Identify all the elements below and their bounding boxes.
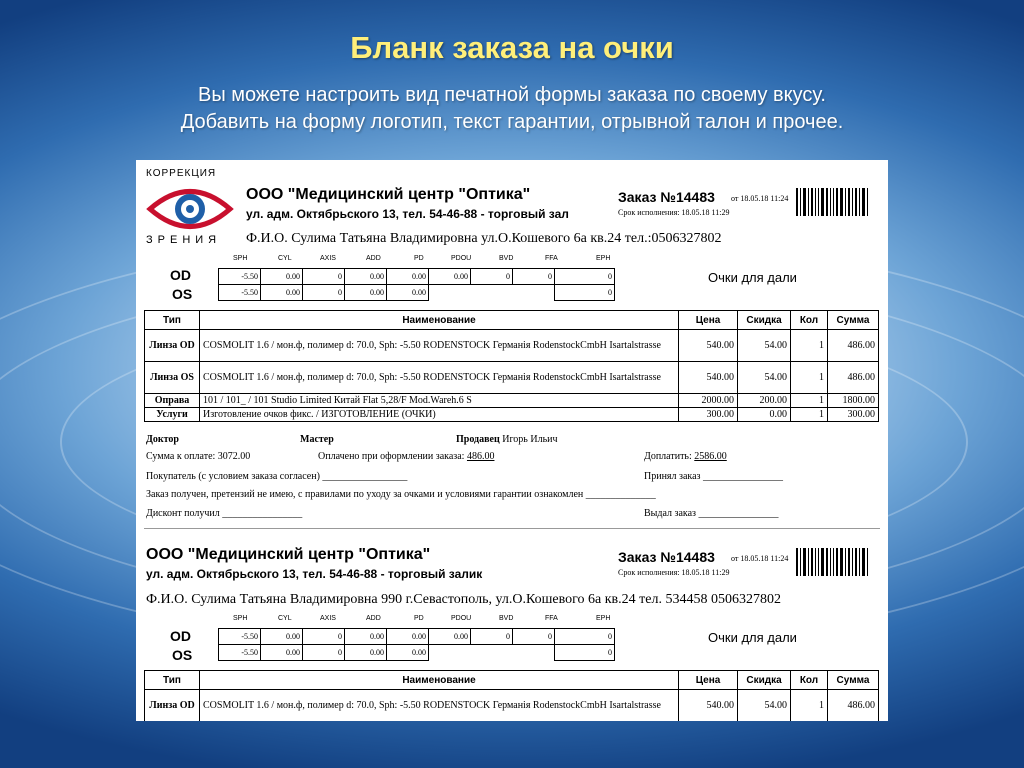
tear-off-divider [144,528,880,529]
rx-cell: -5.50 [219,629,261,645]
item-name: 101 / 101_ / 101 Studio Limited Китай Flat 5,28/F Mod.Wareh.6 S [200,394,679,408]
items-header-name: Наименование [200,671,679,690]
item-type: Линза OS [145,362,200,394]
item-sum: 486.00 [828,330,879,362]
rx-cell: 0.00 [261,629,303,645]
items-header-discount: Скидка [738,671,791,690]
table-row [145,394,879,408]
rx-header-cyl: CYL [278,255,292,262]
rx-cell: 0.00 [387,645,429,661]
paid-label: Оплачено при оформлении заказа: [318,451,465,462]
rx-header-pdou: PDOU [451,255,472,262]
seller-name: Игорь Ильич [502,434,558,445]
rx-row-od [219,269,615,285]
customer-info: Ф.И.О. Сулима Татьяна Владимировна ул.О.Кошевого 6а кв.24 тел.:0506327802 [246,231,722,246]
items-header-qty: Кол [791,671,828,690]
rx-cell [429,285,471,301]
item-type: Линза OD [145,690,200,722]
logo-text-bottom: ЗРЕНИЯ [146,234,222,246]
item-price: 300.00 [679,408,738,422]
rx-header-pd: PD [414,255,424,262]
paid-value: 486.00 [466,451,495,462]
item-qty: 1 [791,408,828,422]
rx-cell: 0 [555,269,615,285]
doctor-label: Доктор [146,434,179,445]
item-qty: 1 [791,394,828,408]
rx-cell: 0.00 [345,645,387,661]
items-header-type: Тип [145,311,200,330]
rx-od-label: OD [170,628,191,644]
rx-header-add: ADD [366,615,381,622]
rx-table [218,268,615,301]
rx-cell [471,285,513,301]
rx-table [218,628,615,661]
rx-header-sph: SPH [233,615,248,622]
rx-header-cyl: CYL [278,615,292,622]
table-row [145,362,879,394]
item-price: 540.00 [679,330,738,362]
rx-cell: 0.00 [345,629,387,645]
items-header-price: Цена [679,311,738,330]
item-type: Линза OD [145,330,200,362]
item-sum: 486.00 [828,362,879,394]
rx-cell: 0 [303,269,345,285]
items-header-sum: Сумма [828,311,879,330]
order-due-date: Срок исполнения: 18.05.18 11:29 [618,568,730,577]
seller-label: Продавец [456,434,500,445]
rx-header-axis: AXIS [320,615,336,622]
rx-row-od [219,629,615,645]
item-qty: 1 [791,330,828,362]
company-address: ул. адм. Октябрьского 13, тел. 54-46-88 - торговый залик [146,567,483,581]
rx-header-eph: EPH [596,615,611,622]
rx-header-pdou: PDOU [451,615,472,622]
issued-signature: Выдал заказ ________________ [644,508,779,519]
rx-cell [429,645,471,661]
item-type: Услуги [145,408,200,422]
received-signature: Заказ получен, претензий не имею, с правилами по уходу за очками и условиями гарантии ознакомлен ______________ [146,489,656,500]
item-sum: 1800.00 [828,394,879,408]
company-name: ООО "Медицинский центр "Оптика" [146,546,431,563]
rx-header-bvd: BVD [499,255,514,262]
rx-row-os [219,285,615,301]
rx-cell: 0 [555,629,615,645]
item-price: 2000.00 [679,394,738,408]
rx-cell: 0.00 [387,285,429,301]
rx-cell: 0.00 [261,285,303,301]
rx-os-label: OS [172,286,193,302]
discount-signature: Дисконт получил ________________ [146,508,303,519]
company-name: ООО "Медицинский центр "Оптика" [246,186,531,203]
rx-cell: 0.00 [261,269,303,285]
rx-cell: 0.00 [387,269,429,285]
slide-subtitle [0,82,1024,136]
rx-cell: 0.00 [387,629,429,645]
rx-cell: -5.50 [219,285,261,301]
glasses-type: Очки для дали [708,270,797,285]
item-qty: 1 [791,690,828,722]
items-header-sum: Сумма [828,671,879,690]
glasses-type: Очки для дали [708,630,797,645]
item-discount: 54.00 [738,330,791,362]
item-type: Оправа [145,394,200,408]
rx-row-os [219,645,615,661]
rx-cell: 0.00 [261,645,303,661]
item-discount: 54.00 [738,690,791,722]
rx-cell [513,645,555,661]
rx-cell: 0 [303,645,345,661]
rx-cell: 0.00 [345,285,387,301]
rx-cell: 0 [513,629,555,645]
rx-cell: -5.50 [219,645,261,661]
order-number: Заказ №14483 [618,189,715,205]
order-number: Заказ №14483 [618,549,715,565]
rx-cell: 0 [555,645,615,661]
rx-header-axis: AXIS [320,255,336,262]
item-price: 540.00 [679,362,738,394]
rx-header-pd: PD [414,615,424,622]
customer-info: Ф.И.О. Сулима Татьяна Владимировна 990 г.Севастополь, ул.О.Кошевого 6а кв.24 тел. 534458 0506327802 [146,592,781,607]
items-header-type: Тип [145,671,200,690]
order-date: от 18.05.18 11:24 [731,554,789,563]
buyer-signature: Покупатель (с условием заказа согласен) _________________ [146,471,408,482]
logo-text-top: КОРРЕКЦИЯ [146,168,217,179]
rx-cell: 0 [471,269,513,285]
items-header-discount: Скидка [738,311,791,330]
item-name: COSMOLIT 1.6 / мон.ф, полимер d: 70.0, Sph: -5.50 RODENSTOCK Германія RodenstockCmbH Isartalstrasse [200,330,679,362]
item-price: 540.00 [679,690,738,722]
rx-header-sph: SPH [233,255,248,262]
item-discount: 200.00 [738,394,791,408]
rx-cell [471,645,513,661]
item-discount: 54.00 [738,362,791,394]
rx-header-eph: EPH [596,255,611,262]
slide-title: Бланк заказа на очки [350,30,674,65]
master-label: Мастер [300,434,334,445]
item-qty: 1 [791,362,828,394]
items-header-row [145,311,879,330]
rx-cell: 0 [303,285,345,301]
items-header-qty: Кол [791,311,828,330]
extra-pay-label: Доплатить: [644,451,692,462]
rx-os-label: OS [172,647,193,663]
rx-cell: 0 [303,629,345,645]
rx-header-bvd: BVD [499,615,514,622]
rx-cell: 0.00 [429,269,471,285]
items-table [144,670,879,721]
logo [144,168,236,248]
items-header-row [145,671,879,690]
items-header-name: Наименование [200,311,679,330]
rx-cell: 0.00 [345,269,387,285]
rx-cell: 0 [513,269,555,285]
eye-logo-icon [144,182,236,236]
table-row [145,690,879,722]
order-form-sheet [136,160,888,721]
subtitle-line: Вы можете настроить вид печатной формы заказа по своему вкусу. [198,84,826,106]
item-name: COSMOLIT 1.6 / мон.ф, полимер d: 70.0, Sph: -5.50 RODENSTOCK Германія RodenstockCmbH Isartalstrasse [200,362,679,394]
rx-cell: -5.50 [219,269,261,285]
subtitle-line: Добавить на форму логотип, текст гарантии, отрывной талон и прочее. [180,111,844,133]
items-header-price: Цена [679,671,738,690]
company-address: ул. адм. Октябрьского 13, тел. 54-46-88 - торговый зал [246,207,569,221]
sum-to-pay: Сумма к оплате: 3072.00 [146,451,251,462]
table-row [145,330,879,362]
item-sum: 300.00 [828,408,879,422]
rx-cell: 0 [471,629,513,645]
item-name: Изготовление очков фикс. / ИЗГОТОВЛЕНИЕ (ОЧКИ) [200,408,679,422]
accepted-signature: Принял заказ ________________ [644,471,783,482]
order-due-date: Срок исполнения: 18.05.18 11:29 [618,208,730,217]
rx-cell: 0 [555,285,615,301]
rx-cell: 0.00 [429,629,471,645]
barcode [796,188,870,216]
item-sum: 486.00 [828,690,879,722]
item-name: COSMOLIT 1.6 / мон.ф, полимер d: 70.0, Sph: -5.50 RODENSTOCK Германія RodenstockCmbH Isartalstrasse [200,690,679,722]
rx-header-ffa: FFA [545,255,558,262]
rx-header-add: ADD [366,255,381,262]
table-row [145,408,879,422]
order-date: от 18.05.18 11:24 [731,194,789,203]
barcode [796,548,870,576]
rx-cell [513,285,555,301]
rx-header-ffa: FFA [545,615,558,622]
rx-od-label: OD [170,267,191,283]
items-table [144,310,879,422]
item-discount: 0.00 [738,408,791,422]
extra-pay-value: 2586.00 [694,451,727,462]
